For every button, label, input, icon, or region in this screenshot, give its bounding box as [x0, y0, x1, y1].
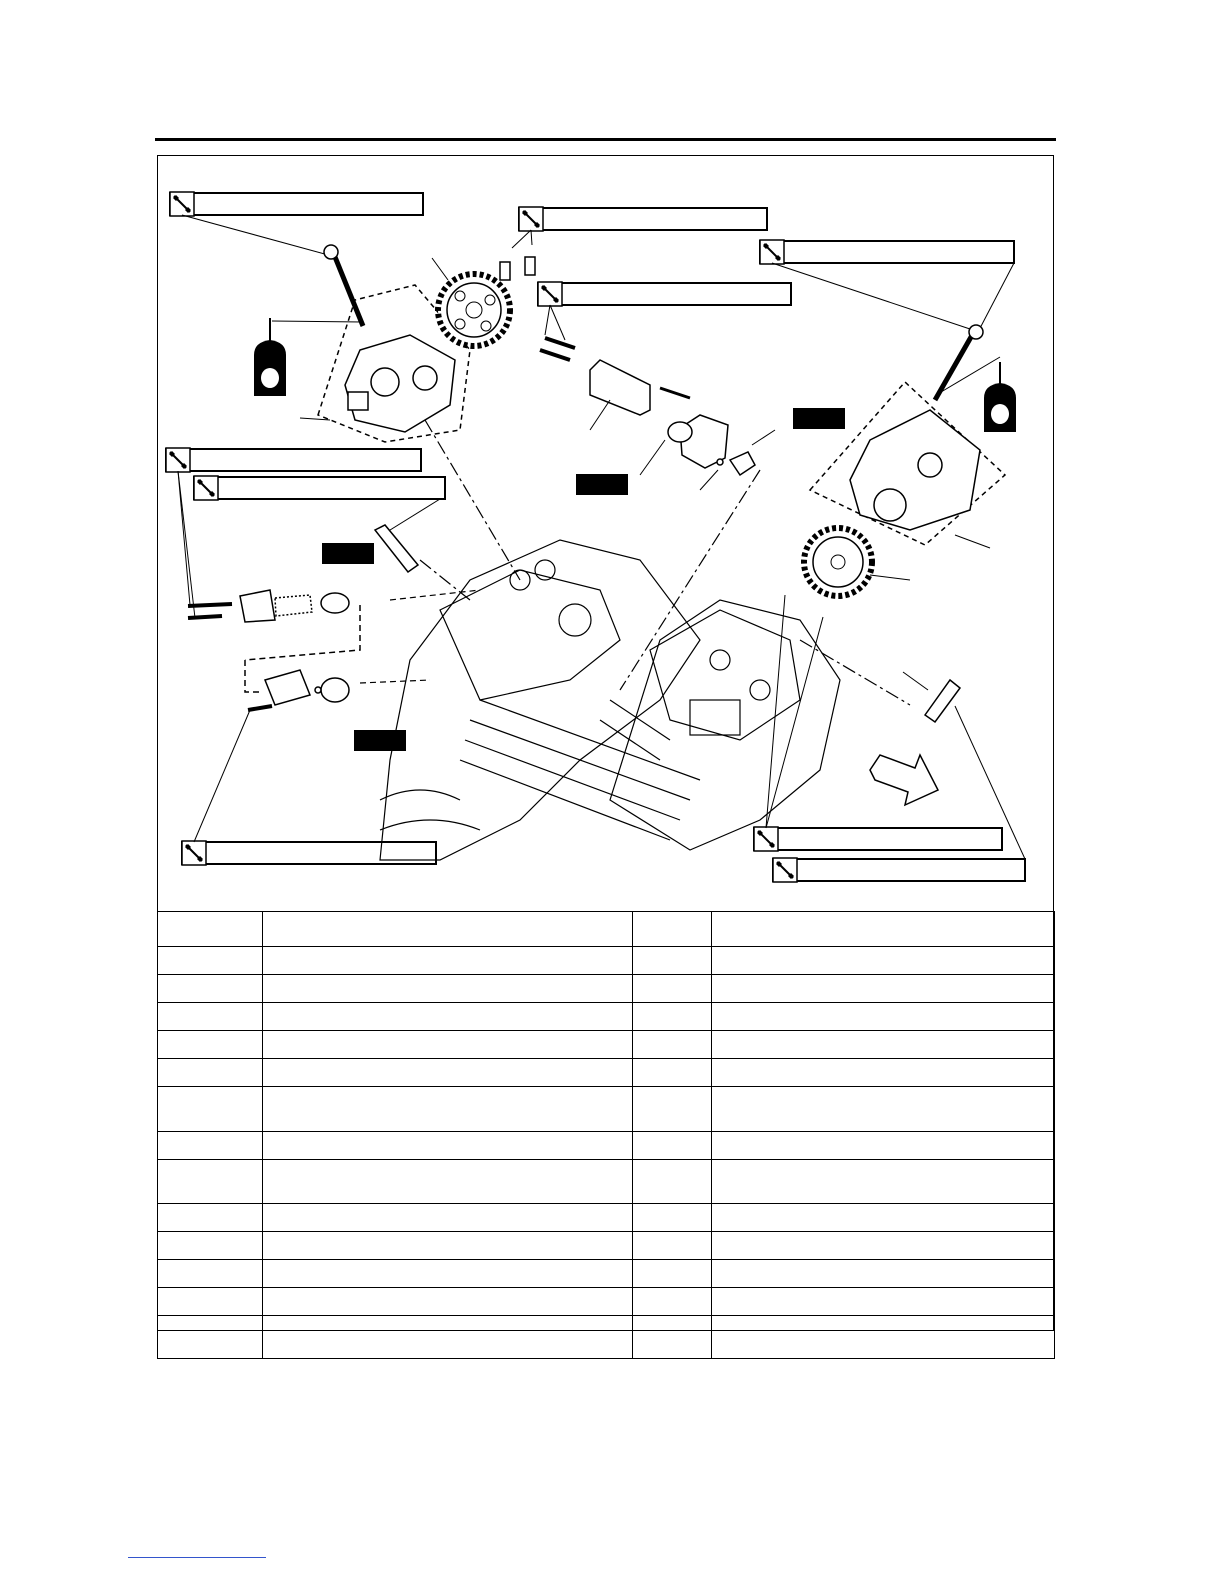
part-name [263, 1003, 633, 1031]
part-remarks [712, 1087, 1055, 1132]
part-name [263, 1204, 633, 1232]
wrench-icon [754, 827, 778, 851]
oil-can-icon [984, 362, 1016, 432]
torque-box-3 [760, 240, 1014, 264]
table-row [158, 947, 1055, 975]
part-remarks [712, 1232, 1055, 1260]
wrench-icon [519, 207, 543, 231]
part-qty [633, 975, 712, 1003]
part-name [263, 1232, 633, 1260]
table-row [158, 1132, 1055, 1160]
part-qty [633, 912, 712, 947]
part-remarks [712, 947, 1055, 975]
parts-table [157, 911, 1055, 1359]
black-label-tag [354, 730, 406, 751]
table-row [158, 1059, 1055, 1087]
left-tensioner-parts [188, 590, 360, 710]
wrench-icon [170, 192, 194, 216]
table-row [158, 1031, 1055, 1059]
table-row [158, 1316, 1055, 1359]
part-remarks [712, 1260, 1055, 1288]
torque-box-2 [519, 207, 767, 231]
part-qty [633, 947, 712, 975]
part-remarks [712, 912, 1055, 947]
black-label-tag [793, 408, 845, 429]
part-name [263, 1132, 633, 1160]
oil-can-icon [254, 318, 286, 396]
part-name [263, 1316, 633, 1359]
wrench-icon [538, 282, 562, 306]
part-qty [633, 1059, 712, 1087]
part-number [158, 947, 263, 975]
part-number [158, 1031, 263, 1059]
wrench-icon [182, 841, 206, 865]
part-number [158, 1260, 263, 1288]
torque-box-8 [754, 827, 1002, 851]
left-cam-sprocket [432, 258, 510, 346]
sprocket-bolts [500, 257, 535, 280]
table-row [158, 1260, 1055, 1288]
part-name [263, 1160, 633, 1204]
part-number [158, 1160, 263, 1204]
part-name [263, 1059, 633, 1087]
table-row [158, 1160, 1055, 1204]
wrench-icon [760, 240, 784, 264]
part-number [158, 1316, 263, 1359]
part-number [158, 1132, 263, 1160]
part-qty [633, 1232, 712, 1260]
part-remarks [712, 1316, 1055, 1359]
part-remarks [712, 975, 1055, 1003]
part-number [158, 1087, 263, 1132]
part-qty [633, 1204, 712, 1232]
table-row [158, 1087, 1055, 1132]
part-number [158, 1204, 263, 1232]
table-row [158, 912, 1055, 947]
part-name [263, 1260, 633, 1288]
torque-box-4 [538, 282, 791, 306]
table-row [158, 1232, 1055, 1260]
part-name [263, 1288, 633, 1316]
wrench-icon [194, 476, 218, 500]
part-number [158, 912, 263, 947]
table-row [158, 975, 1055, 1003]
black-label-tag [322, 543, 374, 564]
spark-plug-right [903, 672, 960, 722]
part-remarks [712, 1031, 1055, 1059]
part-qty [633, 1087, 712, 1132]
torque-box-7 [182, 841, 436, 865]
part-remarks [712, 1204, 1055, 1232]
part-remarks [712, 1288, 1055, 1316]
right-cam-cover [810, 325, 1005, 548]
part-qty [633, 1160, 712, 1204]
part-remarks [712, 1132, 1055, 1160]
part-remarks [712, 1059, 1055, 1087]
part-number [158, 1288, 263, 1316]
part-qty [633, 1132, 712, 1160]
part-remarks [712, 1160, 1055, 1204]
part-number [158, 1003, 263, 1031]
torque-box-9 [773, 858, 1025, 882]
torque-box-5 [166, 448, 421, 472]
part-remarks [712, 1003, 1055, 1031]
table-row [158, 1003, 1055, 1031]
part-name [263, 975, 633, 1003]
part-qty [633, 1031, 712, 1059]
part-qty [633, 1316, 712, 1359]
table-row [158, 1204, 1055, 1232]
part-qty [633, 1003, 712, 1031]
part-name [263, 912, 633, 947]
part-name [263, 1031, 633, 1059]
torque-box-1 [170, 192, 423, 216]
wrench-icon [166, 448, 190, 472]
part-qty [633, 1260, 712, 1288]
part-number [158, 1059, 263, 1087]
torque-box-6 [194, 476, 445, 500]
part-number [158, 1232, 263, 1260]
right-cam-sprocket [804, 528, 910, 596]
black-label-tag [576, 474, 628, 495]
spark-plug-left [375, 525, 418, 572]
footer-link-underline[interactable] [128, 1557, 266, 1558]
wrench-icon [773, 858, 797, 882]
cam-chain-tensioner [540, 338, 775, 490]
part-qty [633, 1288, 712, 1316]
part-name [263, 947, 633, 975]
part-name [263, 1087, 633, 1132]
table-row [158, 1288, 1055, 1316]
part-number [158, 975, 263, 1003]
forward-arrow-icon [870, 755, 938, 805]
